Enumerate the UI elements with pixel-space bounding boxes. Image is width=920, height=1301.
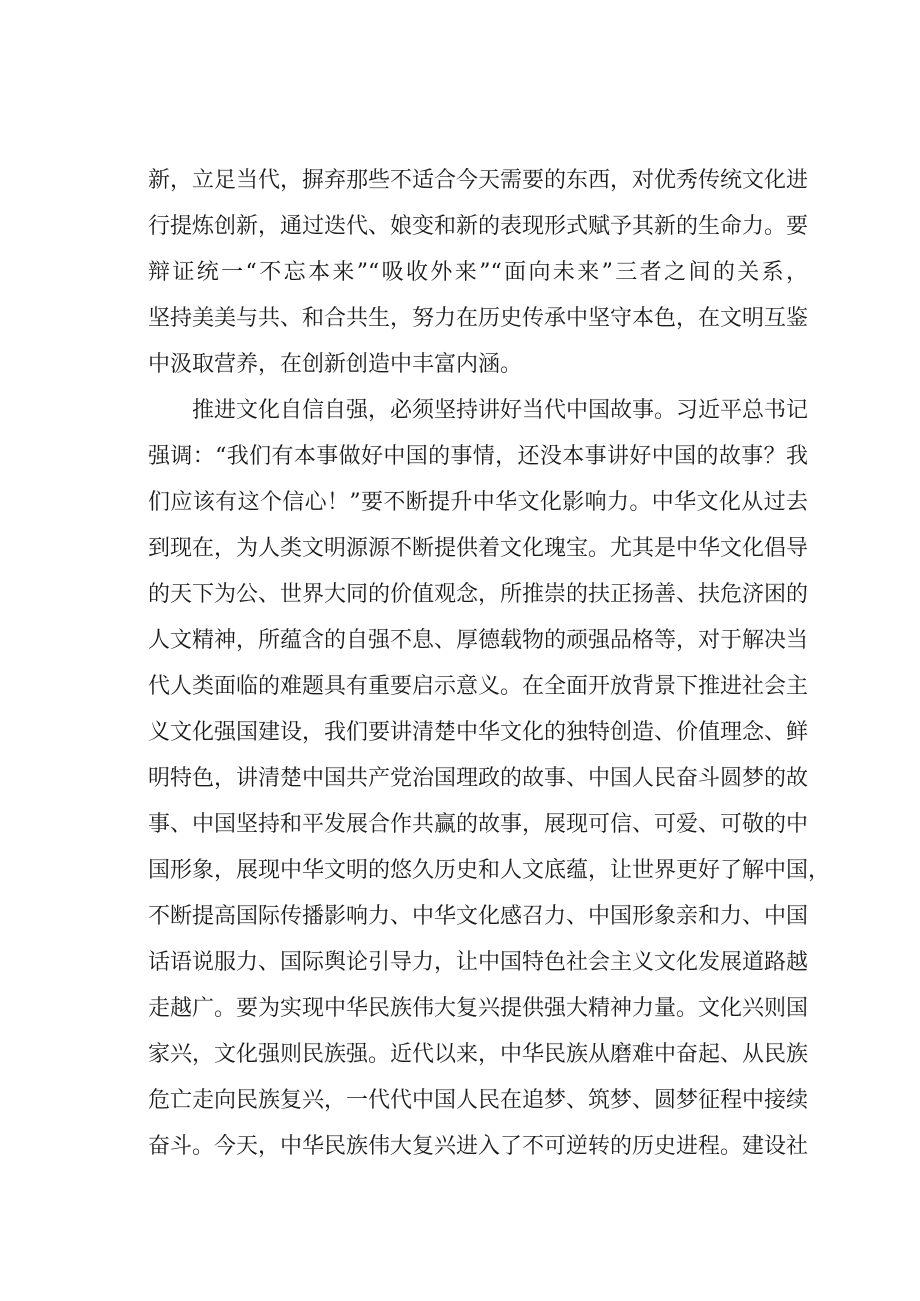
text-line: 新，立足当代，摒弃那些不适合今天需要的东西，对优秀传统文化进 [148,168,809,193]
text-line: 话语说服力、国际舆论引导力，让中国特色社会主义文化发展道路越 [148,950,809,975]
text-line: 家兴，文化强则民族强。近代以来，中华民族从磨难中奋起、从民族 [148,1042,809,1067]
text-line: 事、中国坚持和平发展合作共赢的故事，展现可信、可爱、可敬的中 [148,812,809,837]
text-line: 们应该有这个信心！”要不断提升中华文化影响力。中华文化从过去 [148,490,808,515]
text-line: 推进文化自信自强，必须坚持讲好当代中国故事。习近平总书记 [192,398,809,423]
text-line: 不断提高国际传播影响力、中华文化感召力、中国形象亲和力、中国 [148,904,809,929]
text-line: 行提炼创新，通过迭代、娘变和新的表现形式赋予其新的生命力。要 [148,214,809,239]
text-line: 的天下为公、世界大同的价值观念，所推崇的扶正扬善、扶危济困的 [148,582,809,607]
text-line: 义文化强国建设，我们要讲清楚中华文化的独特创造、价值理念、鲜 [148,720,809,745]
text-line: 走越广。要为实现中华民族伟大复兴提供强大精神力量。文化兴则国 [148,996,809,1021]
text-line: 辩证统一“不忘本来”“吸收外来”“面向未来”三者之间的关系， [148,260,808,285]
text-line: 明特色，讲清楚中国共产党治国理政的故事、中国人民奋斗圆梦的故 [148,766,809,791]
text-line: 中汲取营养，在创新创造中丰富内涵。 [148,352,523,377]
text-line: 到现在，为人类文明源源不断提供着文化瑰宝。尤其是中华文化倡导 [148,536,809,561]
text-line: 奋斗。今天，中华民族伟大复兴进入了不可逆转的历史进程。建设社 [148,1134,809,1159]
body-text [148,158,831,1170]
text-line: 强调：“我们有本事做好中国的事情，还没本事讲好中国的故事？我 [148,444,808,469]
text-line: 危亡走向民族复兴，一代代中国人民在追梦、筑梦、圆梦征程中接续 [148,1088,809,1113]
text-line: 人文精神，所蕴含的自强不息、厚德载物的顽强品格等，对于解决当 [148,628,809,653]
text-line: 坚持美美与共、和合共生，努力在历史传承中坚守本色，在文明互鉴 [148,306,809,331]
text-line: 国形象，展现中华文明的悠久历史和人文底蕴，让世界更好了解中国， [148,858,831,883]
text-line: 代人类面临的难题具有重要启示意义。在全面开放背景下推进社会主 [148,674,809,699]
